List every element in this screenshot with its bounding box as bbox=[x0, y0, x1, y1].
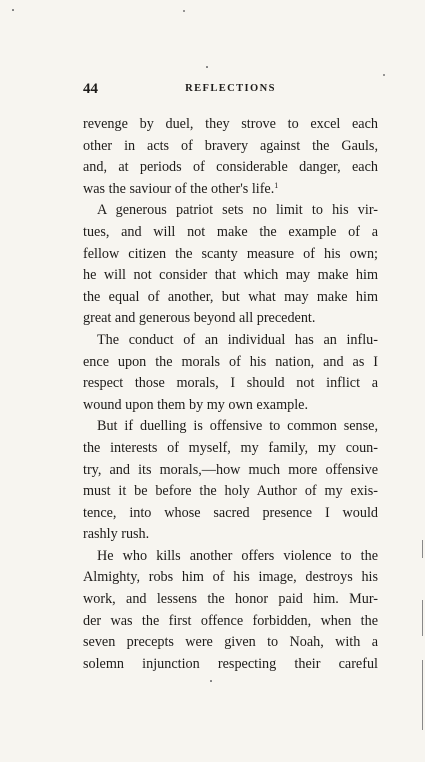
text-line: the equal of another, but what may make him bbox=[83, 288, 378, 305]
scan-edge-mark bbox=[422, 540, 423, 558]
text-line: The conduct of an individual has an influ- bbox=[97, 331, 378, 348]
text-line: try, and its morals,—how much more offensive bbox=[83, 461, 378, 478]
text-line: tence, into whose sacred presence I would bbox=[83, 504, 378, 521]
text-line: wound upon them by my own example. bbox=[83, 396, 308, 413]
text-line: revenge by duel, they strove to excel each bbox=[83, 116, 378, 132]
text-line: ence upon the morals of his nation, and as I bbox=[83, 353, 378, 370]
text-line: But if duelling is offensive to common sense, bbox=[97, 418, 378, 435]
text-line: must it be before the holy Author of my exis- bbox=[83, 483, 378, 500]
paragraph bbox=[83, 200, 378, 330]
text-line: rashly rush. bbox=[83, 526, 150, 543]
scan-speck bbox=[183, 10, 185, 12]
text-line: Almighty, robs him of his image, destroys his bbox=[83, 569, 378, 586]
running-head bbox=[83, 81, 378, 97]
text-line: the interests of myself, my family, my coun- bbox=[83, 439, 378, 456]
text-line: fellow citizen the scanty measure of his own; bbox=[83, 245, 378, 262]
page-number: 44 bbox=[83, 81, 98, 97]
text-line: respect those morals, I should not inflict a bbox=[83, 375, 378, 392]
scan-speck bbox=[383, 74, 385, 76]
text-line: he will not consider that which may make him bbox=[83, 267, 378, 284]
paragraph bbox=[83, 416, 378, 546]
running-title: REFLECTIONS bbox=[185, 83, 276, 94]
footnote-marker: 1 bbox=[274, 180, 279, 190]
scan-edge-mark bbox=[422, 600, 423, 636]
text-line: was the saviour of the other's life.$^1$ bbox=[83, 180, 279, 197]
paragraph bbox=[83, 114, 378, 200]
scan-edge-mark bbox=[422, 660, 423, 730]
scan-speck bbox=[12, 9, 14, 11]
text-line: solemn injunction respecting their careful bbox=[83, 655, 378, 672]
text-line: tues, and will not make the example of a bbox=[83, 223, 378, 240]
paragraph bbox=[83, 546, 378, 676]
paragraph bbox=[83, 330, 378, 416]
text-line: A generous patriot sets no limit to his vir- bbox=[97, 202, 378, 219]
text-line: der was the first offence forbidden, when the bbox=[83, 612, 378, 629]
text-line: work, and lessens the honor paid him. Mur- bbox=[83, 591, 378, 608]
text-line: other in acts of bravery against the Gauls, bbox=[83, 137, 378, 154]
text-line: seven precepts were given to Noah, with a bbox=[83, 634, 378, 651]
text-line: He who kills another offers violence to the bbox=[97, 547, 378, 564]
text-line: great and generous beyond all precedent. bbox=[83, 310, 316, 327]
text-line: and, at periods of considerable danger, each bbox=[83, 159, 378, 176]
scan-speck bbox=[210, 680, 212, 682]
body-text bbox=[83, 114, 378, 675]
scan-speck bbox=[206, 66, 208, 68]
